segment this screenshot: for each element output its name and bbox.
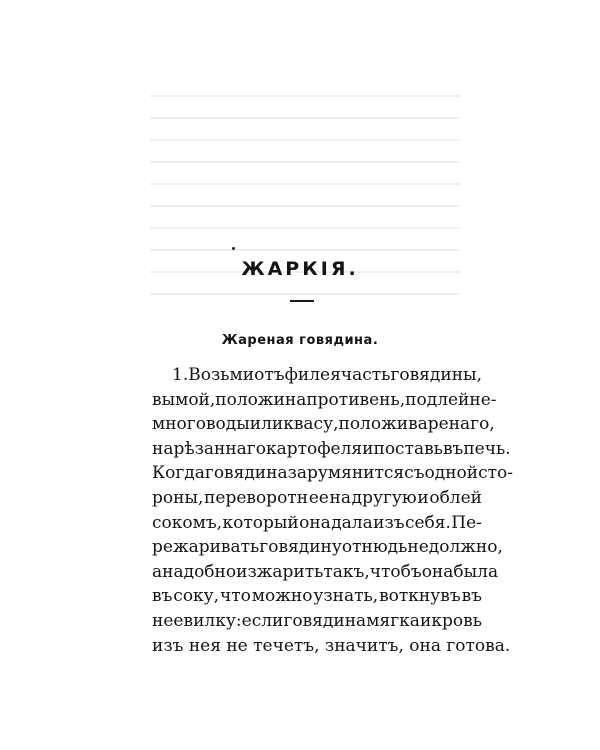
word: а	[152, 561, 163, 582]
text-line: изъ нея не течетъ, значитъ, она готова.	[152, 635, 511, 656]
word: варенаго,	[408, 414, 495, 435]
word: отнюдь	[341, 537, 408, 558]
word: положи	[215, 389, 285, 410]
text-line	[152, 560, 499, 585]
word: мягка	[366, 610, 420, 631]
title-separator	[290, 300, 314, 302]
word: надобно	[162, 561, 237, 582]
word: она	[421, 561, 454, 582]
word: что	[220, 586, 251, 607]
section-title: Жареная говядина.	[221, 333, 379, 348]
word: на	[284, 389, 307, 410]
word: на	[329, 487, 351, 508]
word: такъ,	[323, 561, 370, 582]
word: поставь	[373, 438, 443, 459]
word: квасу,	[283, 414, 339, 435]
word: Когда	[152, 463, 205, 484]
word: кровь	[431, 610, 482, 631]
word: часть	[340, 365, 391, 385]
word: который	[222, 512, 299, 533]
word: не	[407, 537, 429, 558]
text-line	[152, 437, 511, 462]
word: говядину	[259, 537, 342, 558]
word: нее	[152, 610, 184, 631]
word: воткнувъ	[379, 586, 461, 607]
word: режаривать	[152, 537, 260, 558]
word: 1.	[172, 365, 189, 385]
word: картофеля	[265, 438, 363, 459]
word: облей	[429, 487, 482, 508]
word: Пе-	[451, 512, 482, 533]
word: въ	[461, 586, 482, 607]
word: не-	[469, 389, 497, 410]
word: изжарить	[236, 561, 324, 582]
word: роны,	[152, 487, 204, 508]
word: переворотн	[204, 487, 309, 508]
word: въ	[152, 586, 173, 607]
word: говядина	[283, 610, 367, 631]
word: и	[362, 438, 374, 459]
show-through-text	[150, 95, 460, 335]
word: въ	[442, 438, 464, 459]
word: съ	[404, 463, 425, 484]
text-line	[152, 363, 482, 388]
word: была	[453, 561, 499, 582]
word: Возьми	[188, 365, 255, 385]
word: или	[249, 414, 284, 435]
text-line	[152, 609, 482, 634]
word: отъ	[254, 365, 285, 385]
word: соку,	[173, 586, 220, 607]
word: противень,	[306, 389, 406, 410]
word: изъ	[373, 512, 405, 533]
word: печь.	[463, 438, 511, 459]
text-line	[152, 412, 495, 437]
word: ее	[308, 487, 329, 508]
text-line	[152, 461, 514, 486]
word: чтобъ	[369, 561, 422, 582]
word: нарѣзаннаго	[152, 438, 266, 459]
word: узнать,	[313, 586, 379, 607]
word: можно	[251, 586, 313, 607]
word: сто-	[478, 463, 514, 484]
recipe-text	[152, 363, 514, 658]
word: и	[417, 487, 429, 508]
word: вилку:	[183, 610, 242, 631]
text-line	[152, 511, 482, 536]
word: говядины,	[390, 365, 482, 385]
word: воды	[205, 414, 250, 435]
word: должно,	[428, 537, 503, 558]
chapter-title: ЖАРКІЯ.	[241, 258, 359, 280]
word: вымой,	[152, 389, 216, 410]
word: подлей	[405, 389, 470, 410]
word: другую	[351, 487, 417, 508]
word: положи	[338, 414, 409, 435]
text-line	[152, 486, 482, 511]
word: одной	[424, 463, 479, 484]
word: зарумянится	[287, 463, 405, 484]
ink-speck	[232, 247, 235, 250]
word: сокомъ,	[152, 512, 223, 533]
word: говядина	[204, 463, 288, 484]
word: филея	[284, 365, 341, 385]
word: дала	[331, 512, 373, 533]
text-line	[152, 584, 482, 609]
word: она	[299, 512, 331, 533]
word: и	[419, 610, 432, 631]
text-line	[152, 388, 497, 413]
word: себя.	[404, 512, 451, 533]
text-line	[152, 535, 503, 560]
word: если	[241, 610, 284, 631]
word: много	[152, 414, 206, 435]
